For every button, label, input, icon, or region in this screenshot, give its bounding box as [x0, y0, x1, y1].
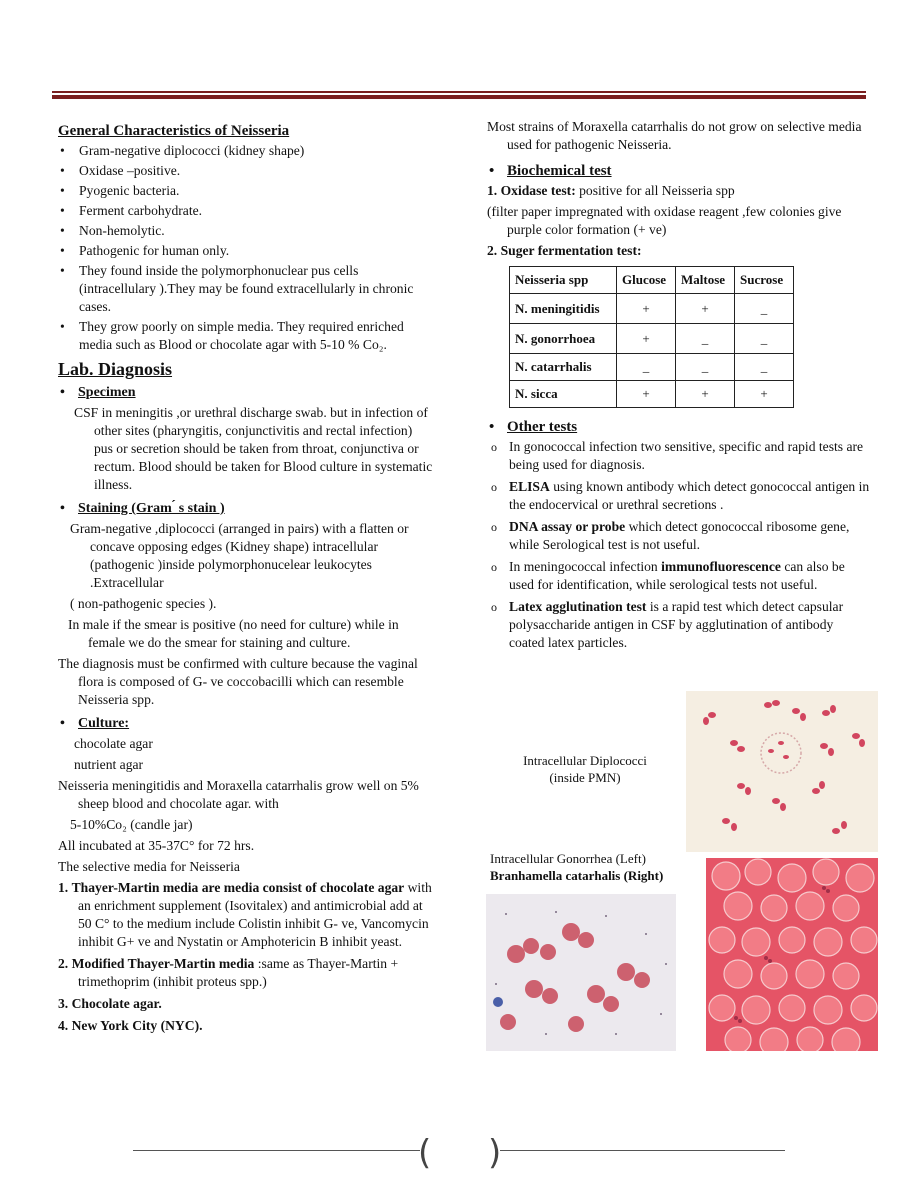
culture-heading-text: Culture:	[78, 716, 130, 731]
staining-text: Gram-negative ,diplococci (arranged in pairs) with a flatten or concave opposing edges (Kidney shape) intracellular (pathogenic )inside polymorphonucelear leukocytes .Extracellular	[70, 521, 409, 590]
footer-rule-left	[133, 1150, 420, 1151]
sugar-fermentation-table	[509, 266, 794, 408]
media-bold: Chocolate agar.	[71, 996, 162, 1011]
table-cell: _	[735, 294, 794, 324]
list-item	[487, 558, 870, 594]
culture-text: All incubated at 35-37C° for 72 hrs.	[58, 838, 255, 853]
list-item	[487, 598, 870, 652]
table-cell: _	[676, 324, 735, 354]
other-test-text: is a rapid test which detect capsular polysaccharide antigen in CSF by agglutination of antibody coated latex particles.	[509, 599, 844, 650]
table-header-row	[510, 267, 794, 294]
biochemical-heading-text: Biochemical test	[507, 163, 612, 179]
list-item: • Pyogenic bacteria.	[58, 182, 433, 200]
media-rest: :same as Thayer-Martin + trimethoprim (inhibit proteus spp.)	[78, 956, 399, 989]
other-test-bold: ELISA	[509, 479, 550, 494]
table-header: Maltose	[676, 267, 735, 294]
caption-line: (inside PMN)	[549, 770, 621, 785]
staining-heading-text: Staining (Gram ́ s stain )	[78, 501, 225, 516]
table-header: Glucose	[617, 267, 676, 294]
specimen-heading-text: Specimen	[78, 385, 136, 400]
table-cell: _	[676, 354, 735, 381]
table-cell: N. catarrhalis	[510, 354, 617, 381]
list-item: • Ferment carbohydrate.	[58, 202, 433, 220]
lab-diagnosis-title: Lab. Diagnosis	[58, 359, 173, 379]
footer-left-brace-icon: (	[418, 1133, 432, 1173]
other-tests-heading-text: Other tests	[507, 419, 578, 435]
table-cell: +	[617, 324, 676, 354]
micrograph-diplococci-svg	[686, 691, 878, 852]
staining-text: ( non-pathogenic species ).	[70, 596, 217, 611]
micrograph-diplococci-image	[686, 691, 878, 852]
media-bold: Thayer-Martin media are media consist of chocolate agar	[71, 880, 405, 895]
culture-text: Neisseria meningitidis and Moraxella catarrhalis grow well on 5% sheep blood and chocolate agar. with	[58, 778, 419, 811]
list-item: • Oxidase –positive.	[58, 162, 433, 180]
table-cell: N. meningitidis	[510, 294, 617, 324]
list-item	[487, 438, 870, 474]
other-test-bold: Latex agglutination test	[509, 599, 647, 614]
other-test-bold: DNA assay or probe	[509, 519, 626, 534]
media-item	[58, 995, 433, 1013]
micrograph-gonorrhea-svg	[486, 894, 676, 1051]
table-cell: _	[617, 354, 676, 381]
oxidase-note: (filter paper impregnated with oxidase reagent ,few colonies give purple color formation (+ ve)	[487, 204, 842, 237]
caption-line: Intracellular Diplococci	[523, 753, 647, 768]
other-test-text: which detect gonococcal ribosome gene, while Serological test is not useful.	[509, 519, 850, 552]
table-header: Neisseria spp	[510, 267, 617, 294]
table-row	[510, 354, 794, 381]
oxidase-rest: positive for all Neisseria spp	[575, 183, 735, 198]
table-cell: +	[676, 381, 735, 408]
staining-text: The diagnosis must be confirmed with culture because the vaginal flora is composed of G- ve coccobacilli which can resemble Neisseria spp.	[58, 656, 418, 707]
table-cell: N. sicca	[510, 381, 617, 408]
other-test-text: can also be used for identification, while serological tests not useful.	[509, 559, 845, 592]
culture-heading	[58, 715, 433, 733]
oxidase-test	[487, 182, 870, 200]
table-header: Sucrose	[735, 267, 794, 294]
list-item	[487, 478, 870, 514]
media-num: 4.	[58, 1018, 69, 1033]
table-cell: N. gonorrhoea	[510, 324, 617, 354]
other-tests-list	[487, 438, 870, 652]
list-item: • Pathogenic for human only.	[58, 242, 433, 260]
media-num: 2.	[58, 956, 69, 971]
table-cell: +	[617, 294, 676, 324]
table-cell: +	[735, 381, 794, 408]
table-cell: _	[735, 324, 794, 354]
footer-right-brace-icon: )	[488, 1133, 502, 1173]
media-bold: New York City (NYC).	[71, 1018, 203, 1033]
list-item: • They found inside the polymorphonuclear pus cells (intracellulary ).They may be found extracellularly in chronic cases.	[58, 262, 433, 316]
media-rest: with an enrichment supplement (Isovitalex) and antimicrobial add at 50 C° to the medium include Colistin inhibit G- ve, Vancomycin inhibit G+ ve and Nystatin or Amphotericin B inhibit yeast.	[78, 880, 432, 949]
list-item	[487, 518, 870, 554]
table-row	[510, 381, 794, 408]
list-item: • Non-hemolytic.	[58, 222, 433, 240]
media-item	[58, 955, 433, 991]
footer-rule-right	[500, 1150, 785, 1151]
table-cell: +	[617, 381, 676, 408]
table-cell: +	[676, 294, 735, 324]
micrograph-branhamella-image	[706, 858, 878, 1051]
culture-text: 5-10%Co₂ (candle jar)	[70, 817, 193, 832]
general-characteristics-title: General Characteristics of Neisseria	[58, 123, 290, 139]
caption-line: Branhamella catarhalis (Right)	[490, 868, 664, 883]
moraxella-intro: Most strains of Moraxella catarrhalis do not grow on selective media used for pathogenic Neisseria.	[487, 119, 862, 152]
table-row	[510, 294, 794, 324]
staining-heading	[58, 500, 433, 518]
list-item: • They grow poorly on simple media. They required enriched media such as Blood or chocolate agar with 5-10 % Co₂.	[58, 318, 433, 354]
media-bold: Modified Thayer-Martin media	[71, 956, 255, 971]
other-test-pre: In meningococcal infection	[509, 559, 662, 574]
oxidase-label: 1. Oxidase test:	[487, 183, 576, 198]
table-row	[510, 324, 794, 354]
micrograph-branhamella-svg	[706, 858, 878, 1051]
photo-caption-diplococci	[500, 752, 670, 786]
other-tests-heading	[487, 418, 870, 436]
biochemical-heading	[487, 162, 870, 180]
header-rule-thin	[52, 91, 866, 93]
staining-text: In male if the smear is positive (no need for culture) while in female we do the smear for staining and culture.	[68, 617, 399, 650]
micrograph-gonorrhea-image	[486, 894, 676, 1051]
other-test-bold: immunofluorescence	[661, 559, 781, 574]
sugar-test-title: 2. Suger fermentation test:	[487, 243, 642, 258]
specimen-heading	[58, 384, 433, 402]
caption-line: Intracellular Gonorrhea (Left)	[490, 851, 646, 866]
other-test-text: In gonococcal infection two sensitive, specific and rapid tests are being used for diagnosis.	[509, 439, 864, 472]
media-num: 3.	[58, 996, 69, 1011]
photo-caption-gonorrhea	[490, 850, 690, 884]
list-item: • Gram-negative diplococci (kidney shape)	[58, 142, 433, 160]
other-test-text: using known antibody which detect gonococcal antigen in the endocervical or urethral secretions .	[509, 479, 870, 512]
general-characteristics-list	[58, 142, 433, 354]
culture-line: nutrient agar	[74, 757, 144, 772]
culture-line: chocolate agar	[74, 736, 153, 751]
media-item	[58, 879, 433, 951]
media-item	[58, 1017, 433, 1035]
left-column	[58, 118, 433, 1039]
specimen-text: CSF in meningitis ,or urethral discharge swab. but in infection of other sites (pharyngitis, conjunctivitis and rectal infection) pus or secretion should be taken from throat, conjunctiva or rectum. Blood should be taken for Blood culture in systematic illness.	[74, 405, 433, 492]
media-num: 1.	[58, 880, 69, 895]
table-cell: _	[735, 354, 794, 381]
right-column	[487, 118, 870, 656]
header-rule-thick	[52, 95, 866, 99]
culture-text: The selective media for Neisseria	[58, 859, 240, 874]
